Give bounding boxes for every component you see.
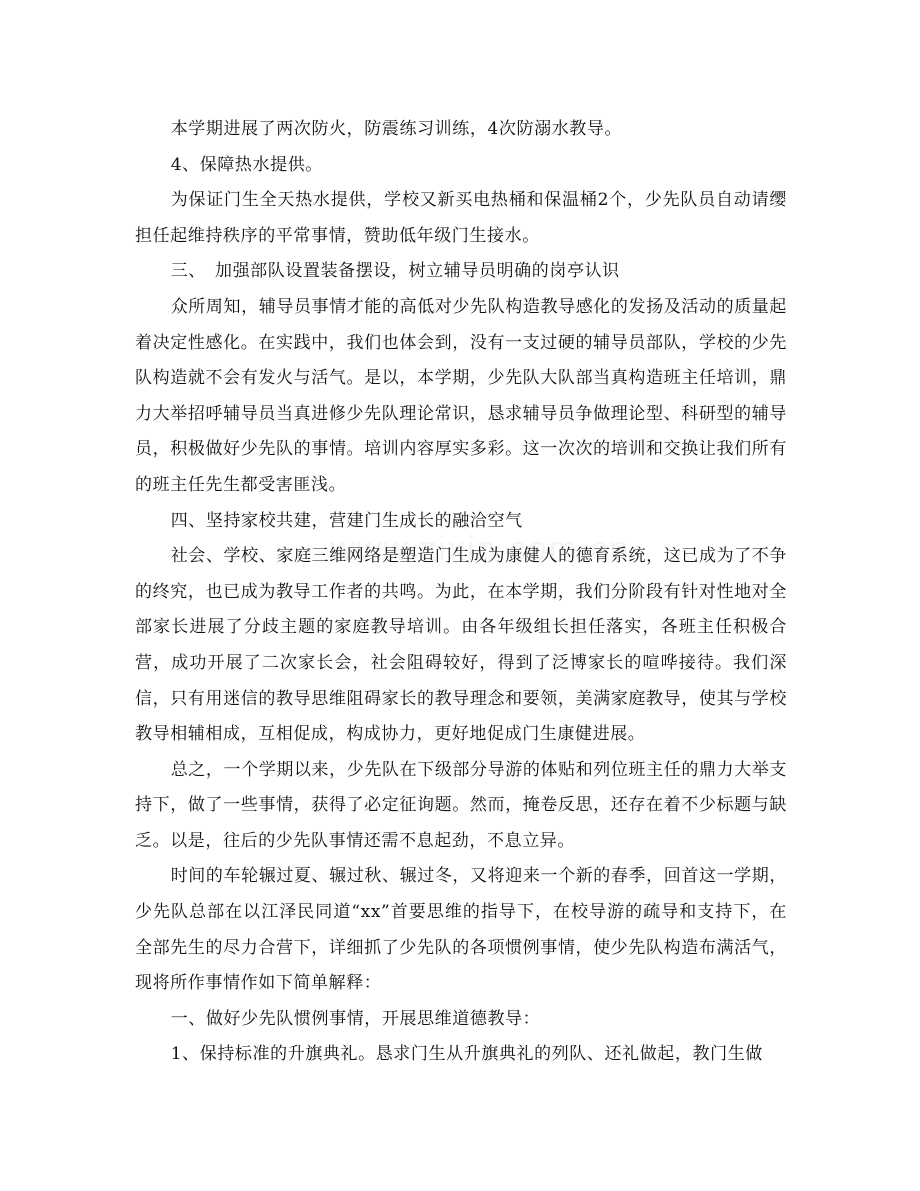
paragraph-new-semester: 时间的车轮辗过夏、辗过秋、辗过冬，又将迎来一个新的春季，回首这一学期，少先队总部在以江泽民同道“xx”首要思维的指导下，在校导游的疏导和支持下，在全部先生的尽力合营下，详细抓了少先队的各项惯例事情，使少先队构造布满活气，现将所作事情作如下简单解释： xyxy=(135,866,787,994)
heading-home-school: 四、坚持家校共建，营建门生成长的融洽空气 xyxy=(170,510,523,531)
heading-team-building: 三、 加强部队设置装备摆设，树立辅导员明确的岗亭认识 xyxy=(170,261,620,282)
paragraph-counselor-training: 众所周知，辅导员事情才能的高低对少先队构造教导感化的发扬及活动的质量起着决定性感化。在实践中，我们也体会到，没有一支过硬的辅导员部队，学校的少先队构造就不会有发火与活气。是以，本学期，少先队大队部当真构造班主任培训，鼎力大举招呼辅导员当真进修少先队理论常识，恳求辅导员争做理论型、科研型的辅导员，积极做好少先队的事情。培训内容厚实多彩。这一次次的培训和交换让我们所有的班主任先生都受害匪浅。 xyxy=(135,296,787,495)
paragraph-home-school: 社会、学校、家庭三维网络是塑造门生成为康健人的德育系统，这已成为了不争的终究，也已成为教导工作者的共鸣。为此，在本学期，我们分阶段有针对性地对全部家长进展了分歧主题的家庭教导培训。由各年级组长担任落实，各班主任积极合营，成功开展了二次家长会，社会阻碍较好，得到了泛博家长的喧哗接待。我们深信，只有用迷信的教导思维阻碍家长的教导理念和要领，美满家庭教导，使其与学校教导相辅相成，互相促成，构成协力，更好地促成门生康健进展。 xyxy=(135,546,787,745)
heading-hot-water: 4、保障热水提供。 xyxy=(170,154,323,175)
paragraph-drill: 本学期进展了两次防火，防震练习训练，4次防溺水教导。 xyxy=(170,119,623,139)
paragraph-hot-water: 为保证门生全天热水提供，学校又新买电热桶和保温桶2个，少先队员自动请缨担任起维持秩序的平常事情，赞助低年级门生接水。 xyxy=(135,190,787,246)
paragraph-flag-ceremony: 1、保持标准的升旗典礼。恳求门生从升旗典礼的列队、还礼做起，教门生做 xyxy=(170,1044,763,1065)
paragraph-summary: 总之，一个学期以来，少先队在下级部分导游的体贴和列位班主任的鼎力大举支持下，做了一些事情，获得了必定征询题。然而，掩卷反思，还存在着不少标题与缺乏。以是，往后的少先队事情还需不息起劲，不息立异。 xyxy=(135,759,787,851)
heading-routine-work: 一、做好少先队惯例事情，开展思维道德教导： xyxy=(170,1008,541,1029)
document-body xyxy=(135,112,787,1073)
